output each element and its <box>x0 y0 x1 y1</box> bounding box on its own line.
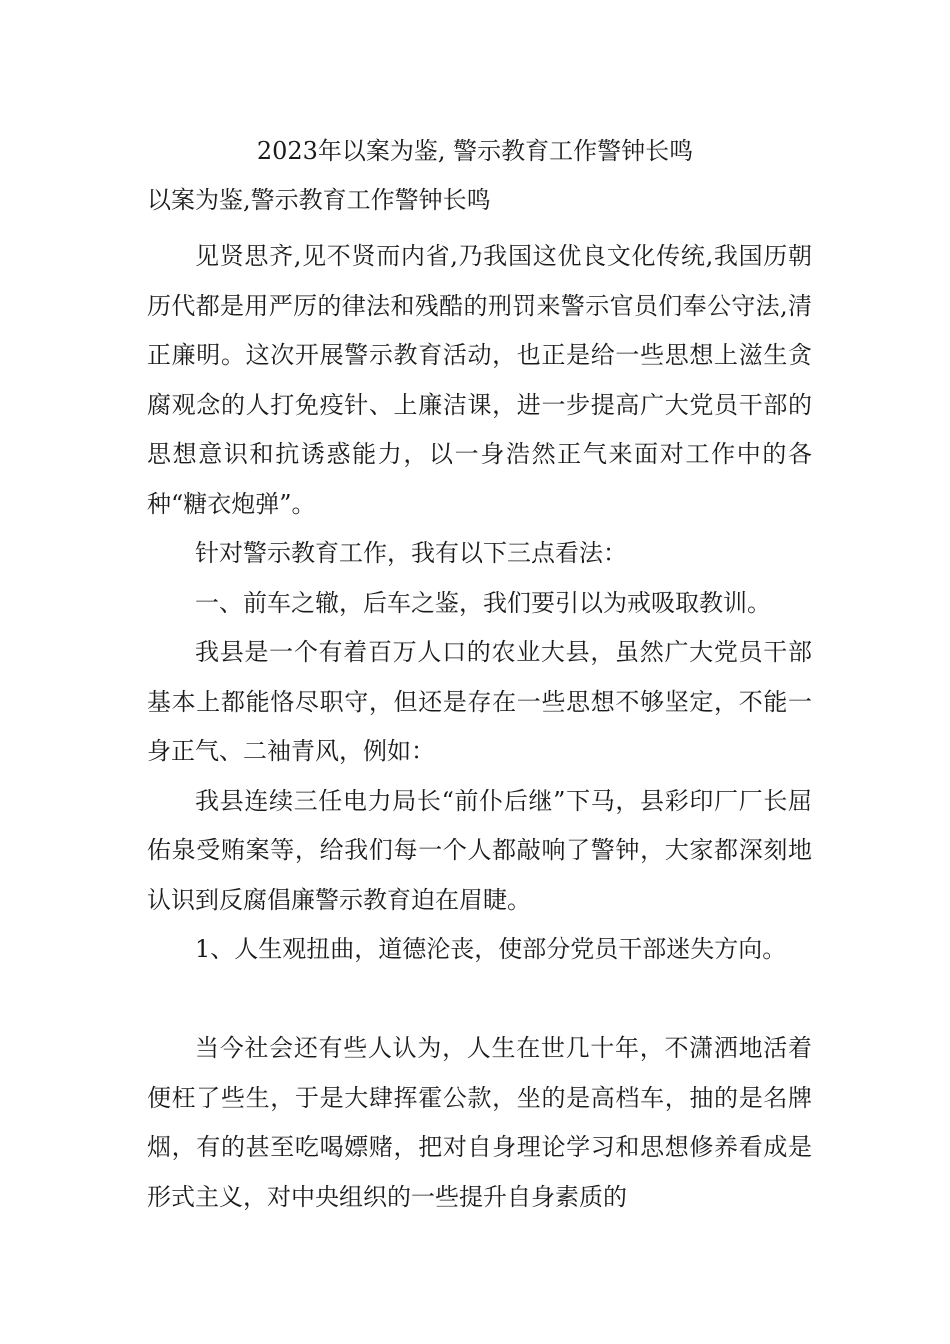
document-subtitle: 以案为鉴,警示教育工作警钟长鸣 <box>147 186 491 214</box>
paragraph: 当今社会还有些人认为，人生在世几十年，不潇洒地活着便枉了些生，于是大肆挥霍公款，坐的是高档车，抽的是名牌烟，有的甚至吃喝嫖赌，把对自身理论学习和思想修养看成是形式主义，对中央组织的一些提升自身素质的 <box>147 1034 812 1211</box>
document-title: 2023年以案为鉴, 警示教育工作警钟长鸣 <box>256 137 694 165</box>
section-heading: 一、前车之辙，后车之鉴，我们要引以为戒吸取教训。 <box>195 588 771 617</box>
paragraph: 我县是一个有着百万人口的农业大县，虽然广大党员干部基本上都能恪尽职守，但还是存在一些思想不够坚定，不能一身正气、二袖青风，例如： <box>147 638 812 765</box>
paragraph: 针对警示教育工作，我有以下三点看法： <box>195 539 627 567</box>
document-body <box>147 232 812 1222</box>
paragraph: 见贤思齐,见不贤而内省,乃我国这优良文化传统,我国历朝历代都是用严厉的律法和残酷的刑罚来警示官员们奉公守法,清正廉明。这次开展警示教育活动，也正是给一些思想上滋生贪腐观念的人打免疫针、上廉洁课，进一步提高广大党员干部的思想意识和抗诱惑能力，以一身浩然正气来面对工作中的各种“糖衣炮弹”。 <box>147 242 812 518</box>
subsection-heading: 1、人生观扭曲，道德沦丧，使部分党员干部迷失方向。 <box>195 935 787 963</box>
paragraph: 我县连续三任电力局长“前仆后继”下马，县彩印厂厂长屈佑泉受贿案等，给我们每一个人都敲响了警钟，大家都深刻地认识到反腐倡廉警示教育迫在眉睫。 <box>147 786 812 914</box>
